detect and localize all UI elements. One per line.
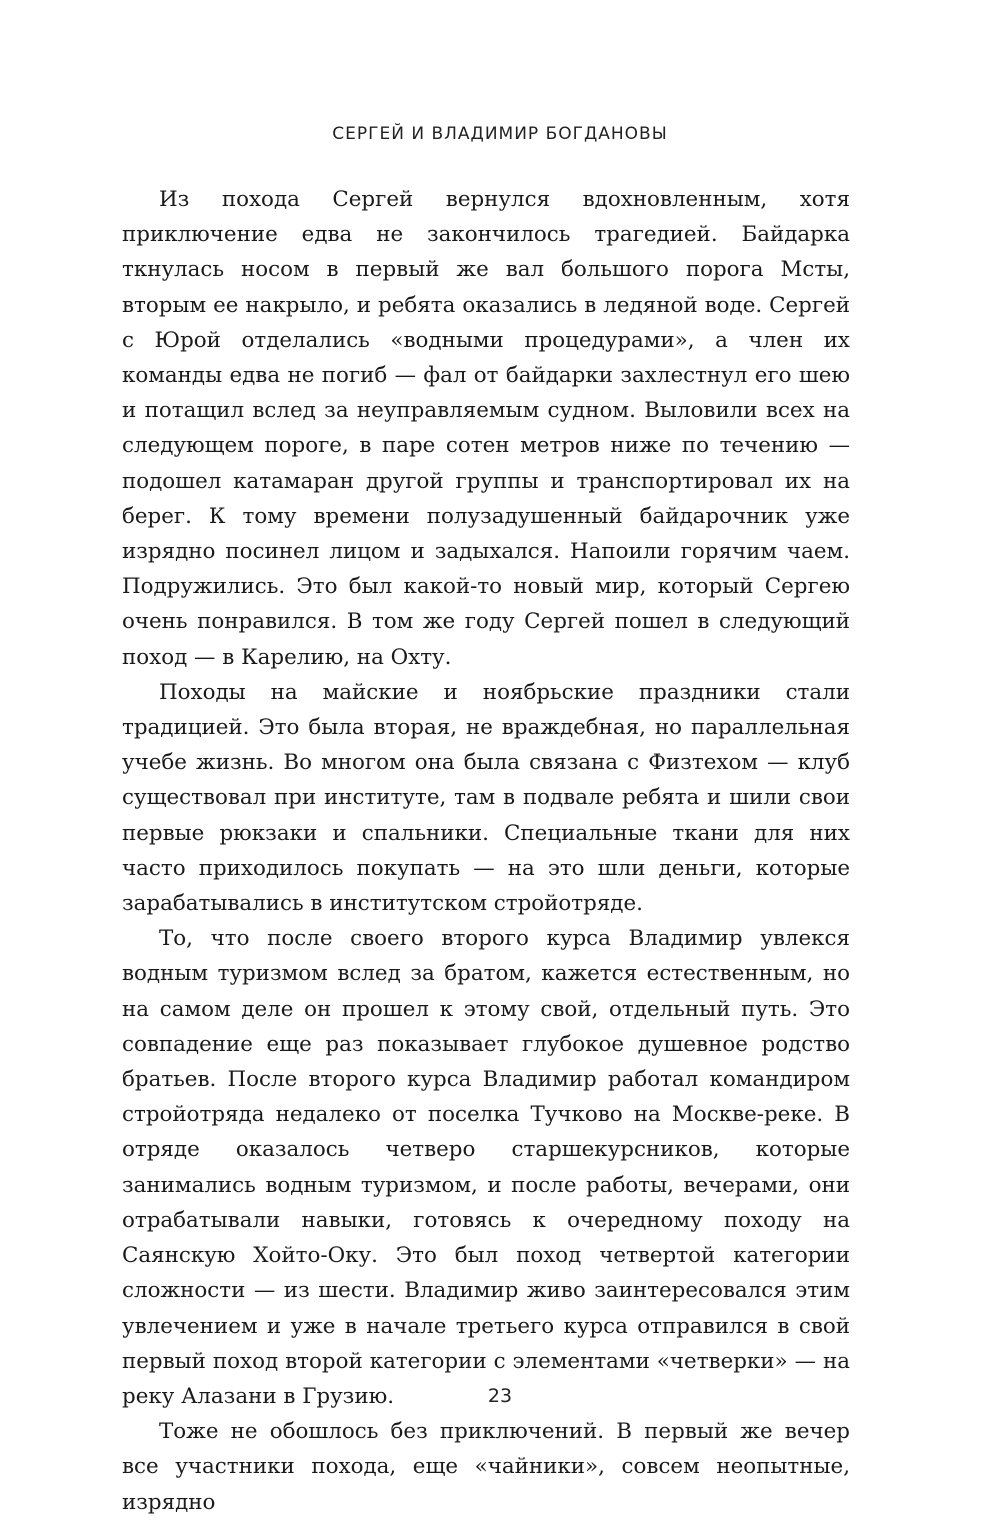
paragraph-4: Тоже не обошлось без приключений. В первый же вечер все участники похода, еще «чайники», совсем неопытные, изрядно xyxy=(122,1419,850,1515)
paragraph-3: То, что после своего второго курса Владимир увлекся водным туризмом вслед за братом, кажется естественным, но на самом деле он прошел к этому свой, отдельный путь. Это совпадение еще раз показывает глубокое душевное родство братьев. После второго курса Владимир работал командиром стройотряда недалеко от поселка Тучково на Москве-реке. В отряде оказалось четверо старшекурсников, которые занимались водным туризмом, и после работы, вечерами, они отрабатывали навыки, готовясь к очередному походу на Саянскую Хойто-Оку. Это был поход четвертой категории сложности — из шести. Владимир живо заинтересовался этим увлечением и уже в начале третьего курса отправился в свой первый поход второй категории с элементами «четверки» — на реку Алазани в Грузию. xyxy=(122,926,850,1409)
paragraph-2: Походы на майские и ноябрьские праздники стали традицией. Это была вторая, не враждебная, но параллельная учебе жизнь. Во многом она была связана с Физтехом — клуб существовал при институте, там в подвале ребята и шили свои первые рюкзаки и спальники. Специальные ткани для них часто приходилось покупать — на это шли деньги, которые зарабатывались в институтском стройотряде. xyxy=(122,679,850,917)
paragraph-1: Из похода Сергей вернулся вдохновленным, хотя приключение едва не закончилось трагедией. Байдарка ткнулась носом в первый же вал большого порога Мсты, вторым ее накрыло, и ребята оказались в ледяной воде. Сергей с Юрой отделались «водными процедурами», а член их команды едва не погиб — фал от байдарки захлестнул его шею и потащил вслед за неуправляемым судном. Выловили всех на следующем пороге, в паре сотен метров ниже по течению — подошел катамаран другой группы и транспортировал их на берег. К тому времени полузадушенный байдарочник уже изрядно посинел лицом и задыхался. Напоили горячим чаем. Подружились. Это был какой-то новый мир, который Сергею очень понравился. В том же году Сергей пошел в следующий поход — в Карелию, на Охту. xyxy=(122,187,850,670)
running-head: СЕРГЕЙ И ВЛАДИМИР БОГДАНОВЫ xyxy=(332,124,668,144)
page-number: 23 xyxy=(487,1385,513,1407)
body-text xyxy=(122,182,850,1520)
